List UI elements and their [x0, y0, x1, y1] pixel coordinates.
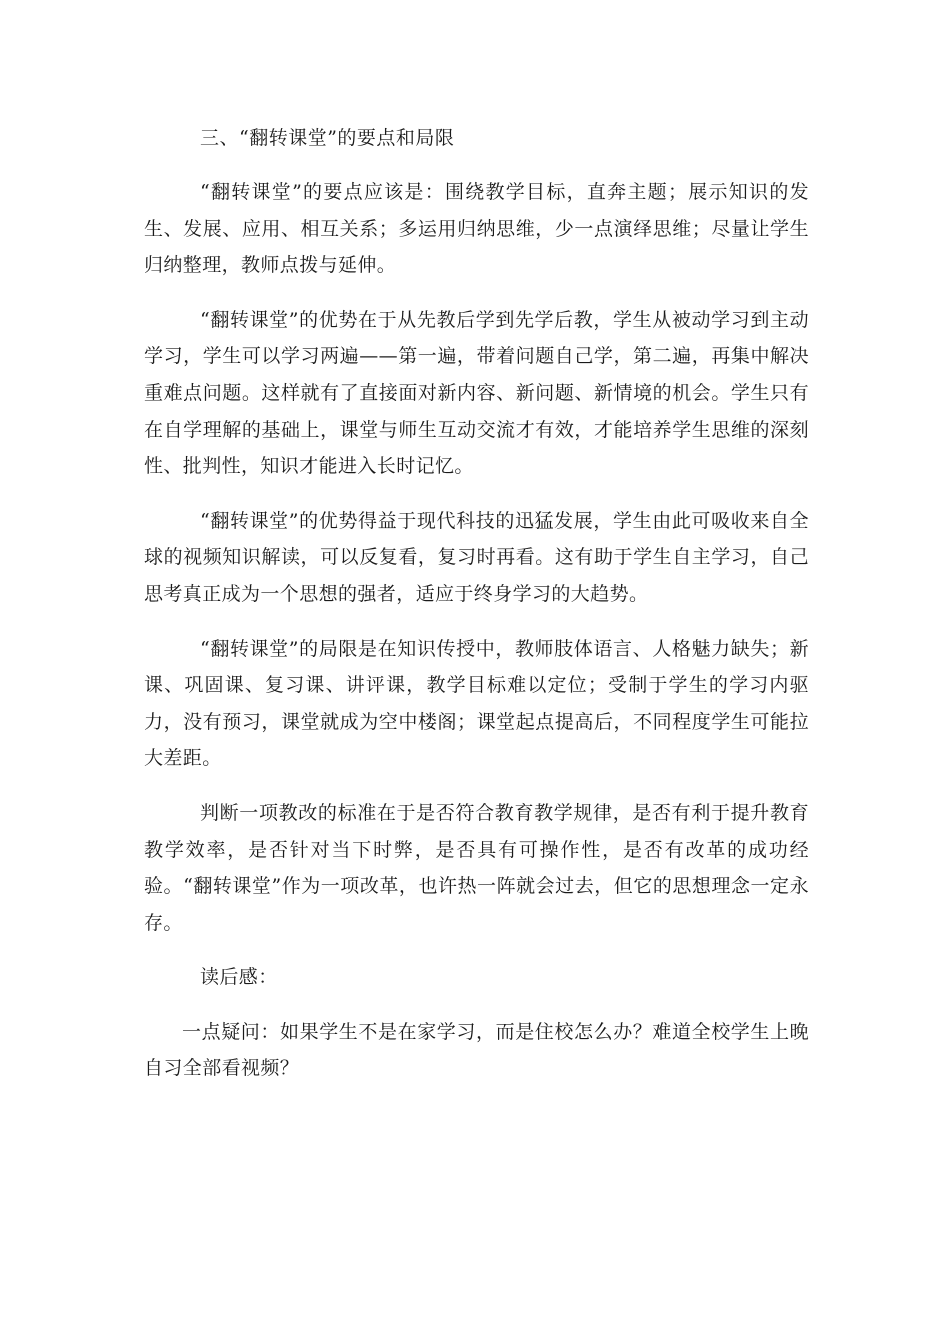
reflection-question: 一点疑问：如果学生不是在家学习，而是住校怎么办？难道全校学生上晚自习全部看视频？: [144, 1020, 809, 1080]
reflection-label: 读后感：: [200, 966, 278, 989]
section-heading: 三、“翻转课堂”的要点和局限: [200, 127, 455, 149]
paragraph-advantages: “翻转课堂”的优势在于从先教后学到先学后教，学生从被动学习到主动学习，学生可以学习两遍——第一遍，带着问题自己学，第二遍，再集中解决重难点问题。这样就有了直接面对新内容、新问题、新情境的机会。学生只有在自学理解的基础上，课堂与师生互动交流才有效，才能培养学生思维的深刻性、批判性，知识才能进入长时记忆。: [144, 308, 809, 478]
paragraph-key-points: “翻转课堂”的要点应该是：围绕教学目标，直奔主题；展示知识的发生、发展、应用、相互关系；多运用归纳思维，少一点演绎思维；尽量让学生归纳整理，教师点拨与延伸。: [144, 181, 809, 277]
document-body: [144, 120, 809, 1105]
paragraph-technology: “翻转课堂”的优势得益于现代科技的迅猛发展，学生由此可吸收来自全球的视频知识解读，可以反复看，复习时再看。这有助于学生自主学习，自己思考真正成为一个思想的强者，适应于终身学习的大趋势。: [144, 509, 809, 605]
paragraph-evaluation: 判断一项教改的标准在于是否符合教育教学规律，是否有利于提升教育教学效率，是否针对当下时弊，是否具有可操作性，是否有改革的成功经验。“翻转课堂”作为一项改革，也许热一阵就会过去，但它的思想理念一定永存。: [144, 801, 809, 934]
paragraph-limitations: “翻转课堂”的局限是在知识传授中，教师肢体语言、人格魅力缺失；新课、巩固课、复习课、讲评课，教学目标难以定位；受制于学生的学习内驱力，没有预习，课堂就成为空中楼阁；课堂起点提高后，不同程度学生可能拉大差距。: [144, 637, 809, 770]
